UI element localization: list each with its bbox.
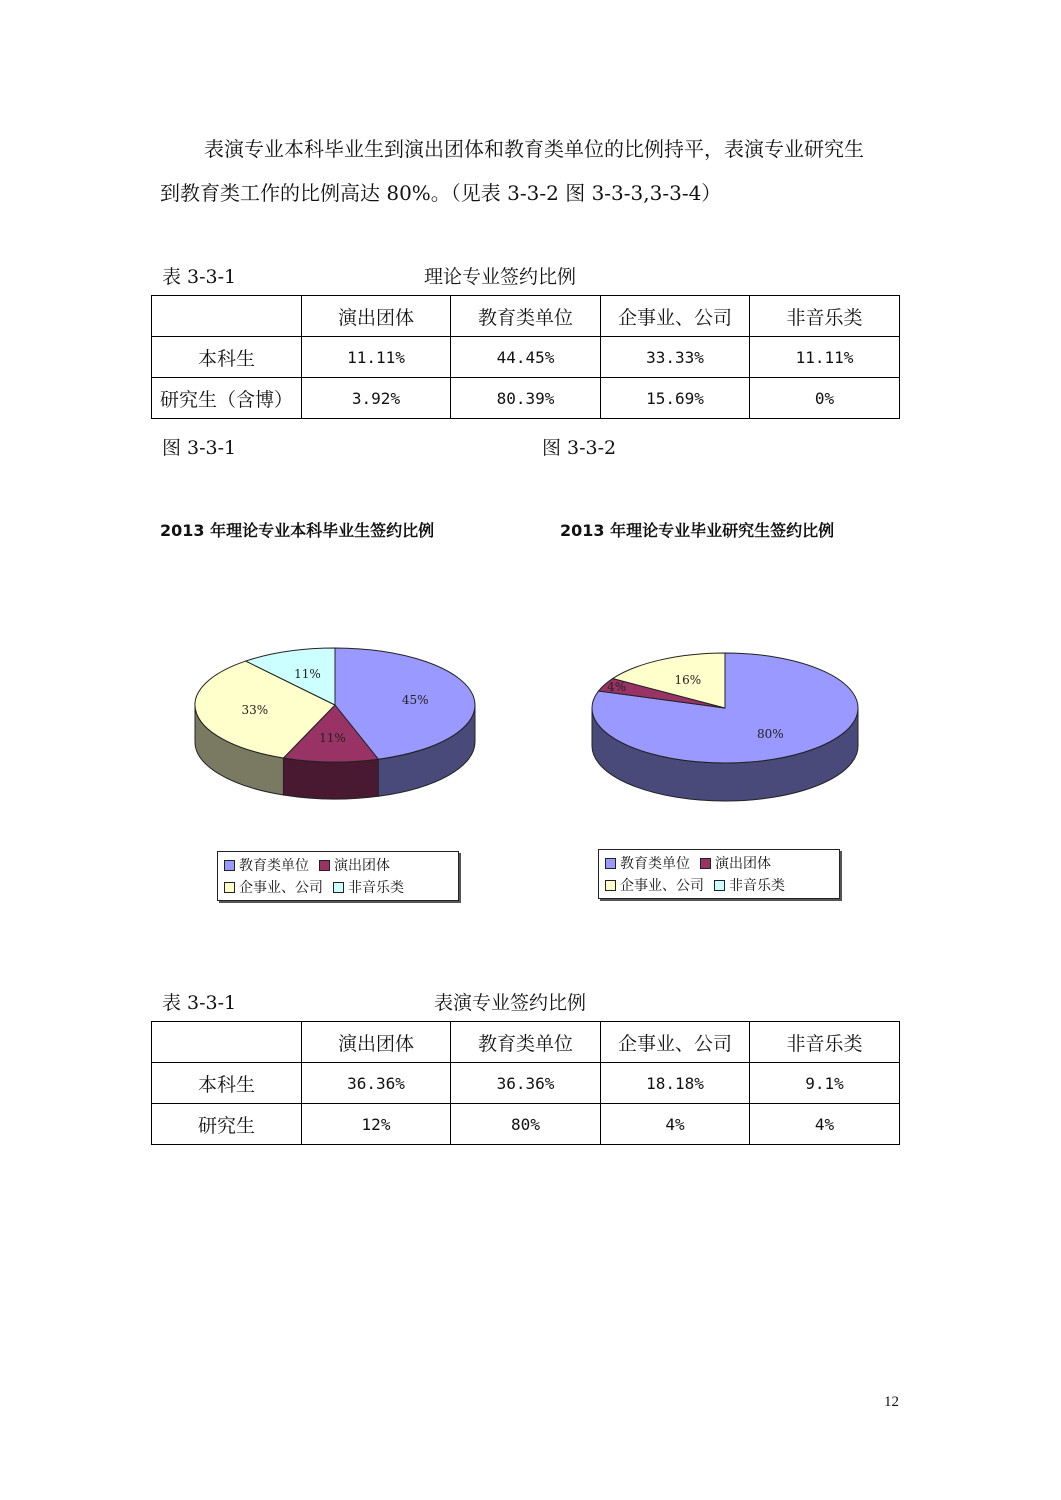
figure-label-right: 图 3-3-2 [542, 437, 617, 459]
data-label: 11% [319, 731, 346, 746]
table-cell: 36.36% [451, 1063, 601, 1104]
table1-header-cell [152, 296, 302, 337]
chart1-title: 2013 年理论专业本科毕业生签约比例 [160, 521, 435, 540]
row-label: 本科生 [152, 337, 302, 378]
table1-header-cell: 企事业、公司 [601, 296, 750, 337]
table-cell: 0% [750, 378, 900, 419]
data-label: 33% [241, 703, 269, 718]
table-cell: 11.11% [750, 337, 900, 378]
table2-header-cell: 演出团体 [302, 1022, 451, 1063]
legend-item-education: 教育类单位 [605, 853, 690, 873]
table1-title: 理论专业签约比例 [424, 266, 577, 288]
table1 [151, 295, 900, 419]
table-cell: 80.39% [451, 378, 601, 419]
legend-item-performance: 演出团体 [700, 853, 771, 873]
legend-swatch [319, 860, 330, 871]
row-label: 研究生（含博） [152, 378, 302, 419]
table1-header-cell: 非音乐类 [750, 296, 900, 337]
table-row [152, 337, 900, 378]
table-cell: 9.1% [750, 1063, 900, 1104]
table2-title: 表演专业签约比例 [434, 992, 587, 1014]
table2 [151, 1021, 900, 1145]
table-cell: 4% [750, 1104, 900, 1145]
table2-header-cell: 非音乐类 [750, 1022, 900, 1063]
table1-header-row [152, 296, 900, 337]
table-cell: 36.36% [302, 1063, 451, 1104]
legend-item-enterprise: 企事业、公司 [224, 877, 323, 897]
table-row [152, 1063, 900, 1104]
legend-swatch [700, 858, 711, 869]
table-cell: 15.69% [601, 378, 750, 419]
table2-label: 表 3-3-1 [162, 992, 237, 1014]
table-cell: 44.45% [451, 337, 601, 378]
data-label: 4% [607, 679, 627, 694]
legend-item-performance: 演出团体 [319, 855, 390, 875]
row-label: 研究生 [152, 1104, 302, 1145]
legend-swatch [333, 882, 344, 893]
table-cell: 18.18% [601, 1063, 750, 1104]
table-row [152, 1104, 900, 1145]
legend-swatch [224, 882, 235, 893]
chart1-legend [217, 851, 459, 901]
table-cell: 4% [601, 1104, 750, 1145]
legend-item-enterprise: 企事业、公司 [605, 875, 704, 895]
table2-header-cell: 企事业、公司 [601, 1022, 750, 1063]
table-cell: 11.11% [302, 337, 451, 378]
legend-swatch [605, 858, 616, 869]
intro-paragraph [160, 127, 905, 215]
slice-performance-side [283, 758, 378, 799]
intro-line-1: 表演专业本科毕业生到演出团体和教育类单位的比例持平，表演专业研究生 [204, 137, 864, 161]
intro-line-2: 到教育类工作的比例高达 80%。（见表 3-3-2 图 3-3-3,3-3-4） [160, 181, 722, 205]
pie-chart-1 [180, 630, 500, 820]
table1-header-cell: 教育类单位 [451, 296, 601, 337]
data-label: 11% [294, 666, 321, 681]
table-cell: 3.92% [302, 378, 451, 419]
data-label: 45% [401, 692, 429, 707]
table-row [152, 378, 900, 419]
row-label: 本科生 [152, 1063, 302, 1104]
legend-swatch [605, 880, 616, 891]
table2-header-row [152, 1022, 900, 1063]
table-cell: 12% [302, 1104, 451, 1145]
table1-header-cell: 演出团体 [302, 296, 451, 337]
data-label: 80% [757, 726, 784, 741]
figure-label-left: 图 3-3-1 [162, 437, 237, 459]
table2-header-cell [152, 1022, 302, 1063]
page-number: 12 [884, 1394, 899, 1410]
data-label: 16% [674, 673, 702, 688]
legend-swatch [714, 880, 725, 891]
table-cell: 80% [451, 1104, 601, 1145]
table-cell: 33.33% [601, 337, 750, 378]
table1-label: 表 3-3-1 [162, 266, 237, 288]
legend-item-nonmusic: 非音乐类 [714, 875, 785, 895]
table2-header-cell: 教育类单位 [451, 1022, 601, 1063]
legend-swatch [224, 860, 235, 871]
legend-item-education: 教育类单位 [224, 855, 309, 875]
legend-item-nonmusic: 非音乐类 [333, 877, 404, 897]
pie-chart-2 [580, 630, 880, 820]
chart2-legend [598, 849, 840, 899]
chart2-title: 2013 年理论专业毕业研究生签约比例 [560, 521, 835, 540]
